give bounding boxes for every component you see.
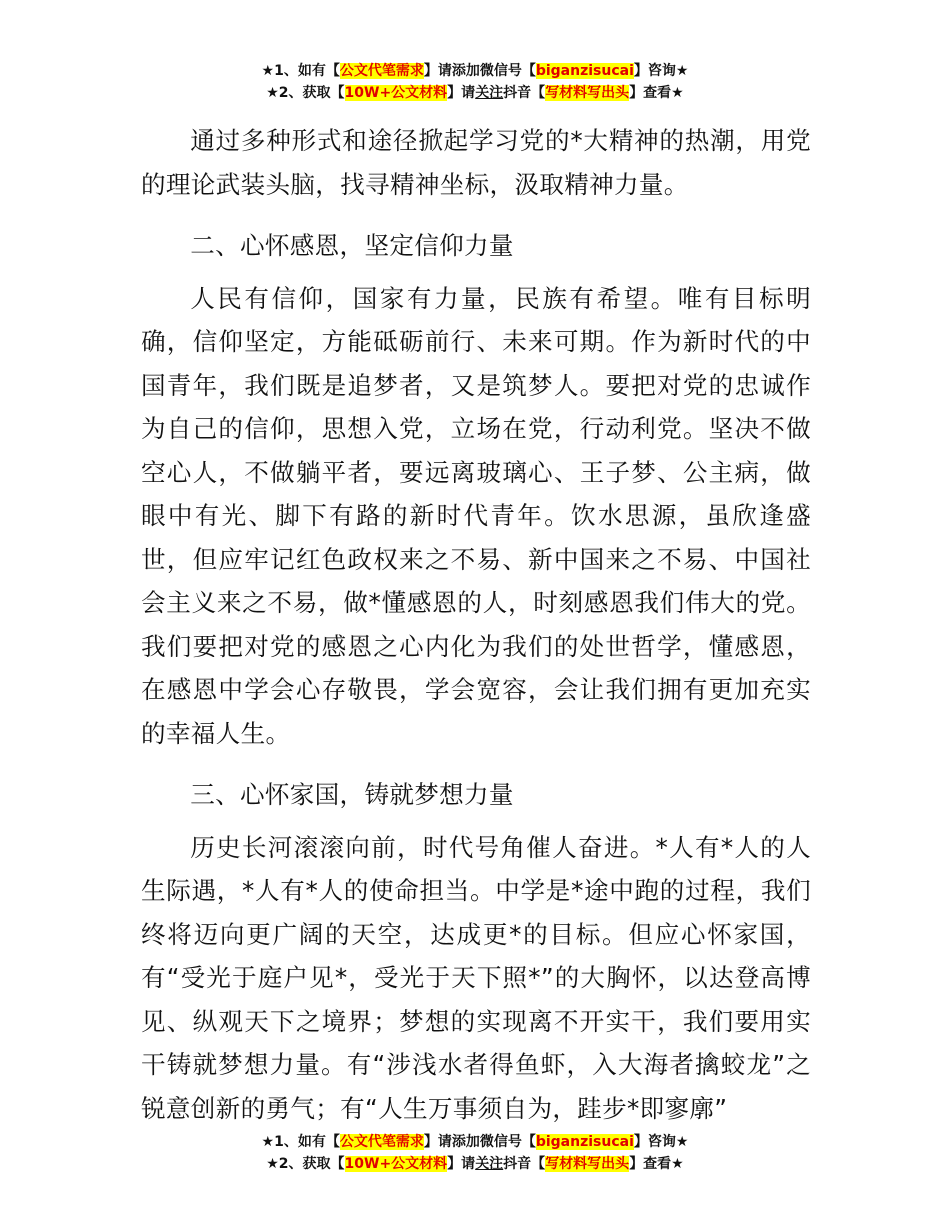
paragraph-section-2: 人民有信仰，国家有力量，民族有希望。唯有目标明确，信仰坚定，方能砥砺前行、未来可期。作为新时代的中国青年，我们既是追梦者，又是筑梦人。要把对党的忠诚作为自己的信仰，思想入党，立场在党，行动利党。坚决不做空心人，不做躺平者，要远离玻璃心、王子梦、公主病，做眼中有光、脚下有路的新时代青年。饮水思源，虽欣逢盛世，但应牢记红色政权来之不易、新中国来之不易、中国社会主义来之不易，做*懂感恩的人，时刻感恩我们伟大的党。我们要把对党的感恩之心内化为我们的处世哲学，懂感恩，在感恩中学会心存敬畏，学会宽容，会让我们拥有更加充实的幸福人生。 [141,283,811,748]
promo-prefix: ★2、获取【 [266,85,345,101]
promo-highlight: 10W+公文材料 [344,1156,448,1172]
section-heading-3: 三、心怀家国，铸就梦想力量 [190,780,514,809]
promo-text: 】请 [447,1156,476,1172]
promo-wechat-id: biganzisucai [535,63,634,79]
promo-banner-top [0,60,950,104]
promo-banner-bottom [0,1131,950,1175]
promo-text: 抖音【 [503,1156,546,1172]
promo-text: 微信号【 [479,1134,536,1150]
promo-line-1 [0,60,950,82]
promo-wechat-id: biganzisucai [535,1134,634,1150]
paragraph-intro: 通过多种形式和途径掀起学习党的*大精神的热潮，用党的理论武装头脑，找寻精神坐标，汲取精神力量。 [141,126,811,199]
section-heading-2: 二、心怀感恩，坚定信仰力量 [190,231,514,260]
promo-text: 抖音【 [503,85,546,101]
document-body [141,119,811,1130]
promo-text: 】请 [423,1134,452,1150]
promo-suffix: 】查看★ [629,1156,684,1172]
promo-prefix: ★1、如有【 [261,1134,340,1150]
promo-emphasis: 添加 [451,63,480,79]
promo-highlight: 公文代笔需求 [339,1134,424,1150]
promo-line-1 [0,1131,950,1153]
promo-line-2 [0,1153,950,1175]
promo-emphasis: 关注 [475,85,504,101]
promo-douyin-id: 写材料写出头 [545,1156,630,1172]
promo-highlight: 公文代笔需求 [339,63,424,79]
promo-suffix: 】咨询★ [633,63,689,79]
promo-emphasis: 关注 [475,1156,504,1172]
promo-text: 】请 [447,85,476,101]
promo-highlight: 10W+公文材料 [344,85,448,101]
promo-text: 】请 [423,63,452,79]
paragraph-section-3: 历史长河滚滚向前，时代号角催人奋进。*人有*人的人生际遇，*人有*人的使命担当。中学是*途中跑的过程，我们终将迈向更广阔的天空，达成更*的目标。但应心怀家国，有“受光于庭户见*，受光于天下照*”的大胸怀，以达登高博见、纵观天下之境界；梦想的实现离不开实干，我们要用实干铸就梦想力量。有“涉浅水者得鱼虾，入大海者擒蛟龙”之锐意创新的勇气；有“人生万事须自为，跬步*即寥廓” [141,832,811,1123]
promo-prefix: ★1、如有【 [261,63,340,79]
promo-suffix: 】查看★ [629,85,684,101]
promo-text: 微信号【 [479,63,536,79]
promo-line-2 [0,82,950,104]
promo-douyin-id: 写材料写出头 [545,85,630,101]
promo-emphasis: 添加 [451,1134,480,1150]
promo-suffix: 】咨询★ [633,1134,689,1150]
promo-prefix: ★2、获取【 [266,1156,345,1172]
